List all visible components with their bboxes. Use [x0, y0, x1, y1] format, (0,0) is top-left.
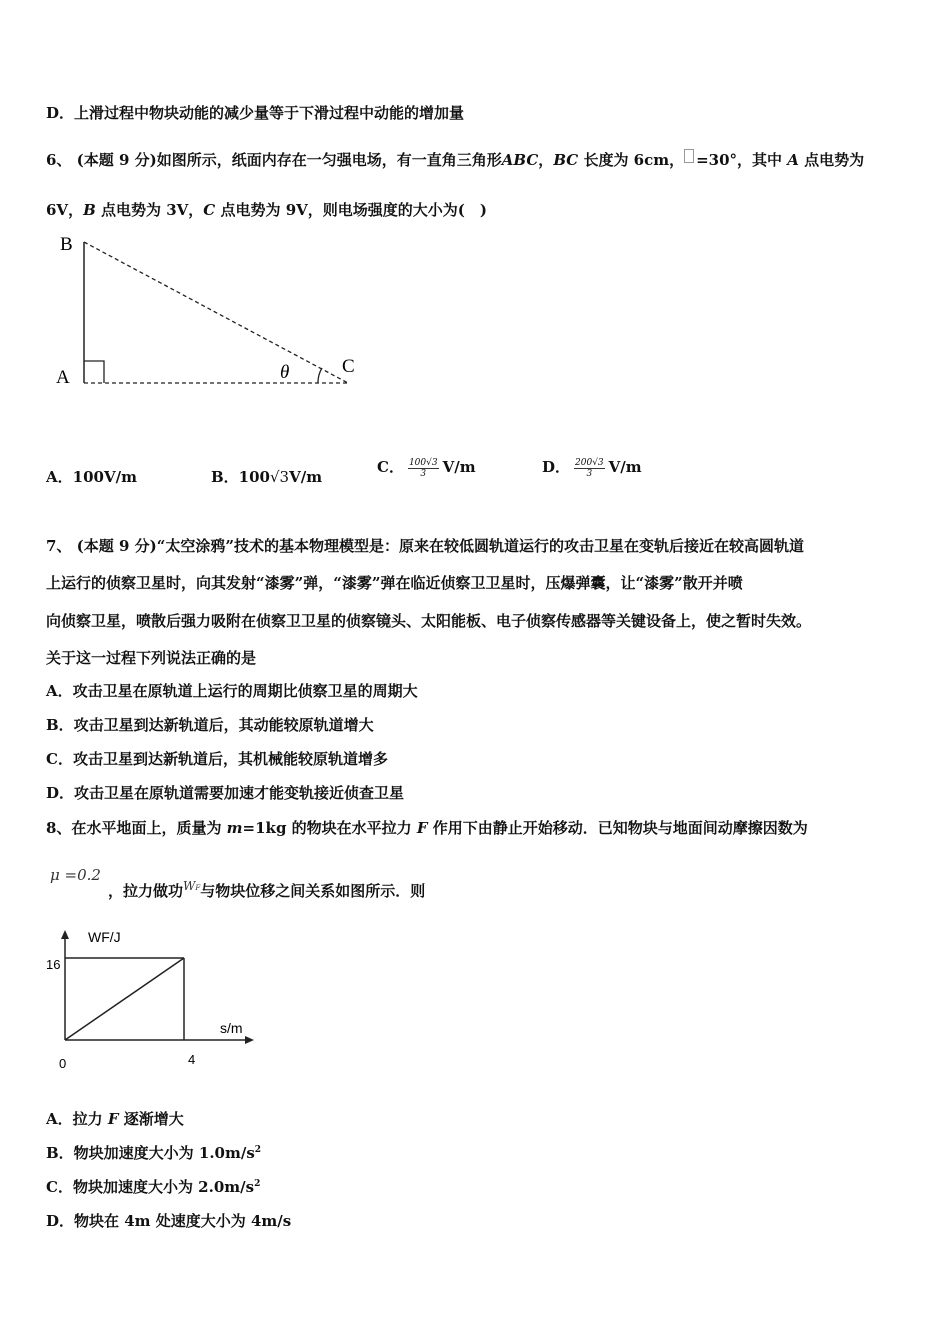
q7-option-d: D．攻击卫星在原轨道需要加速才能变轨接近侦查卫星 — [46, 784, 405, 802]
q7-option-a: A．攻击卫星在原轨道上运行的周期比侦察卫星的周期大 — [46, 682, 418, 700]
q7-stem-line4: 关于这一过程下列说法正确的是 — [46, 649, 257, 667]
tick-x-0: 0 — [59, 1056, 67, 1071]
q8-stem-line1: 8、在水平地面上，质量为 m=1kg 的物块在水平拉力 F 作用下由静止开始移动．已知物块与地面间动摩擦因数为 — [46, 819, 808, 837]
y-axis-label: WF/J — [88, 929, 121, 945]
q7-option-b: B．攻击卫星到达新轨道后，其动能较原轨道增大 — [46, 716, 374, 734]
label-c: C — [342, 356, 355, 377]
work-line — [65, 958, 184, 1040]
work-symbol: WF — [183, 879, 201, 893]
q6-option-c: C． $\frac{100√3}{3}$ V/m — [377, 457, 476, 479]
fraction-200-root3-over-3: $\frac{200√3}{3}$ — [575, 457, 604, 479]
q7-stem-line1: 7、 (本题 9 分)“太空涂鸦”技术的基本物理模型是：原来在较低圆轨道运行的攻击卫星在变轨后接近在较高圆轨道 — [46, 537, 804, 555]
q6-option-a: A．100V/m — [46, 468, 137, 486]
tick-y-16: 16 — [46, 957, 61, 972]
fraction-100-root3-over-3: $\frac{100√3}{3}$ — [408, 457, 438, 479]
q6-option-b: B．100√3V/m — [211, 468, 323, 486]
q8-option-d: D．物块在 4m 处速度大小为 4m/s — [46, 1212, 292, 1230]
angle-arc — [318, 368, 322, 383]
label-a: A — [56, 367, 70, 388]
q7-stem-line3: 向侦察卫星，喷散后强力吸附在侦察卫卫星的侦察镜头、太阳能板、电子侦察传感器等关键设备上，使之暂时失效。 — [46, 612, 812, 630]
x-axis-arrow — [245, 1036, 254, 1044]
q8-option-a: A．拉力 F 逐渐增大 — [46, 1110, 184, 1128]
y-axis-arrow — [61, 930, 69, 939]
triangle-side-bc — [84, 242, 348, 383]
q6-option-d: D． $\frac{200√3}{3}$ V/m — [542, 457, 642, 479]
q6-stem-line1: 6、 (本题 9 分)如图所示，纸面内存在一匀强电场，有一直角三角形ABC，BC 长度为 6cm， =30°，其中 A 点电势为 — [46, 151, 865, 169]
label-theta: θ — [280, 362, 290, 383]
right-angle-mark — [84, 361, 104, 383]
q7-option-c: C．攻击卫星到达新轨道后，其机械能较原轨道增多 — [46, 750, 388, 768]
q8-stem-line2: ，拉力做功$^{WF}$与物块位移之间关系如图所示．则 — [108, 879, 426, 900]
q6-stem-line2: 6V，B 点电势为 3V，C 点电势为 9V，则电场强度的大小为( ) — [46, 201, 487, 219]
mu-expression: μ =0.2 — [50, 866, 101, 884]
q5-option-d: D．上滑过程中物块动能的减少量等于下滑过程中动能的增加量 — [46, 104, 465, 122]
label-b: B — [60, 234, 73, 255]
q8-option-c: C．物块加速度大小为 $2.0m/s^2$ — [46, 1178, 261, 1196]
x-axis-label: s/m — [220, 1020, 243, 1036]
q8-work-displacement-graph — [40, 922, 260, 1072]
q8-option-b: B．物块加速度大小为 $1.0m/s^2$ — [46, 1144, 262, 1162]
q6-triangle-figure — [50, 228, 370, 398]
missing-symbol-box — [684, 149, 694, 163]
tick-x-4: 4 — [188, 1052, 196, 1067]
q7-stem-line2: 上运行的侦察卫星时，向其发射“漆雾”弹，“漆雾”弹在临近侦察卫卫星时，压爆弹囊，让“漆雾”散开并喷 — [46, 574, 743, 592]
